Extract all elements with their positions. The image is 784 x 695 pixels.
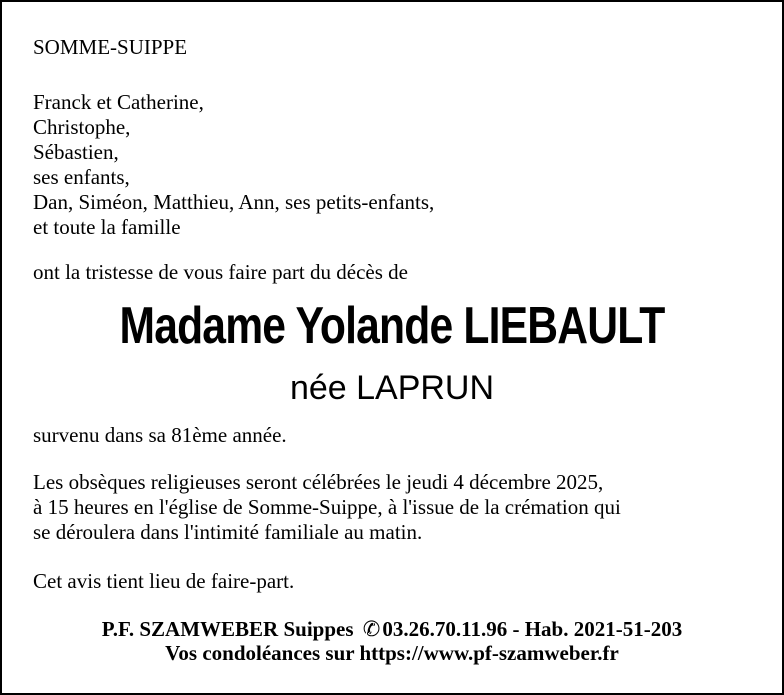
funeral-line: se déroulera dans l'intimité familiale au matin. — [33, 520, 423, 544]
announcement-text: ont la tristesse de vous faire part du décès de — [33, 260, 408, 284]
family-line: Franck et Catherine, — [33, 90, 204, 114]
maiden-name: née LAPRUN — [289, 369, 495, 407]
notice-statement: Cet avis tient lieu de faire-part. — [33, 569, 295, 593]
condolences-line: Vos condoléances sur https://www.pf-szamweber.fr — [165, 641, 619, 665]
phone-icon: ✆ — [362, 617, 381, 641]
family-line: et toute la famille — [33, 215, 181, 239]
family-line: Christophe, — [33, 115, 131, 139]
funeral-home-line — [2, 616, 782, 642]
family-line: ses enfants, — [33, 165, 130, 189]
age-statement: survenu dans sa 81ème année. — [33, 423, 287, 447]
location-heading: SOMME-SUIPPE — [33, 35, 188, 59]
deceased-name: Madame Yolande LIEBAULT — [119, 297, 665, 355]
funeral-line: à 15 heures en l'église de Somme-Suippe, à l'issue de la crémation qui — [33, 495, 621, 519]
family-line: Dan, Siméon, Matthieu, Ann, ses petits-enfants, — [33, 190, 435, 214]
phone-and-license: 03.26.70.11.96 - Hab. 2021-51-203 — [382, 617, 683, 641]
funeral-home-name: P.F. SZAMWEBER Suippes — [101, 617, 354, 641]
family-line: Sébastien, — [33, 140, 119, 164]
funeral-line: Les obsèques religieuses seront célébrées le jeudi 4 décembre 2025, — [33, 470, 604, 494]
